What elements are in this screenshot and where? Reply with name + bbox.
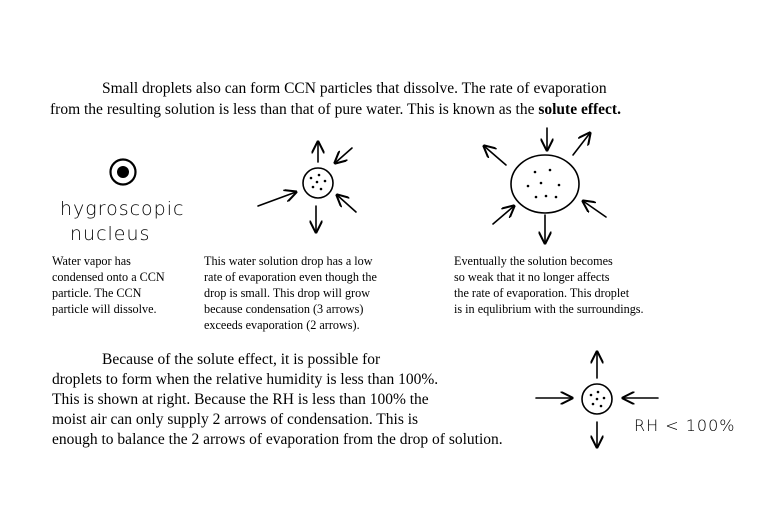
- large-droplet-sketch: [484, 128, 606, 243]
- outward-arrow-upper-right: [573, 133, 590, 155]
- bottom-line-3: This is shown at right. Because the RH is less than 100% the: [52, 391, 429, 408]
- outward-arrow-upper-left: [484, 146, 506, 165]
- nucleus-label: nucleus: [70, 223, 151, 245]
- bottom-line-5: enough to balance the 2 arrows of evaporation from the drop of solution.: [52, 431, 503, 448]
- small-solution-drop-sketch: [258, 142, 356, 232]
- hygroscopic-label: hygroscopic: [60, 198, 185, 220]
- bottom-line-1: Because of the solute effect, it is possible for: [102, 351, 381, 368]
- inward-arrow-lower-left: [493, 206, 514, 224]
- condensation-arrow-upper-right: [335, 148, 352, 163]
- condensation-arrow-left: [258, 192, 296, 206]
- intro-line-1: Small droplets also can form CCN particles that dissolve. The rate of evaporation: [102, 80, 607, 97]
- inward-arrow-lower-right: [583, 201, 606, 217]
- solute-effect-term: solute effect.: [538, 101, 621, 118]
- caption-panel-3: Eventually the solution becomes so weak that it no longer affects the rate of evaporation. This droplet is in equlibrium with the surroundings.: [454, 254, 644, 316]
- caption-panel-1: Water vapor has condensed onto a CCN particle. The CCN particle will dissolve.: [52, 254, 165, 316]
- hygroscopic-nucleus-sketch: [111, 160, 136, 185]
- rh-label: RH < 100%: [634, 416, 736, 435]
- caption-panel-2: This water solution drop has a low rate of evaporation even though the drop is small. This drop will grow because condensation (3 arrows) exceeds evaporation (2 arrows).: [204, 254, 377, 332]
- bottom-line-2: droplets to form when the relative humidity is less than 100%.: [52, 371, 439, 388]
- bottom-line-4: moist air can only supply 2 arrows of condensation. This is: [52, 411, 419, 428]
- bottom-paragraph: [52, 350, 592, 450]
- intro-line-2-text: from the resulting solution is less than that of pure water. This is known as the: [50, 101, 539, 118]
- condensation-arrow-lower-right: [337, 195, 356, 212]
